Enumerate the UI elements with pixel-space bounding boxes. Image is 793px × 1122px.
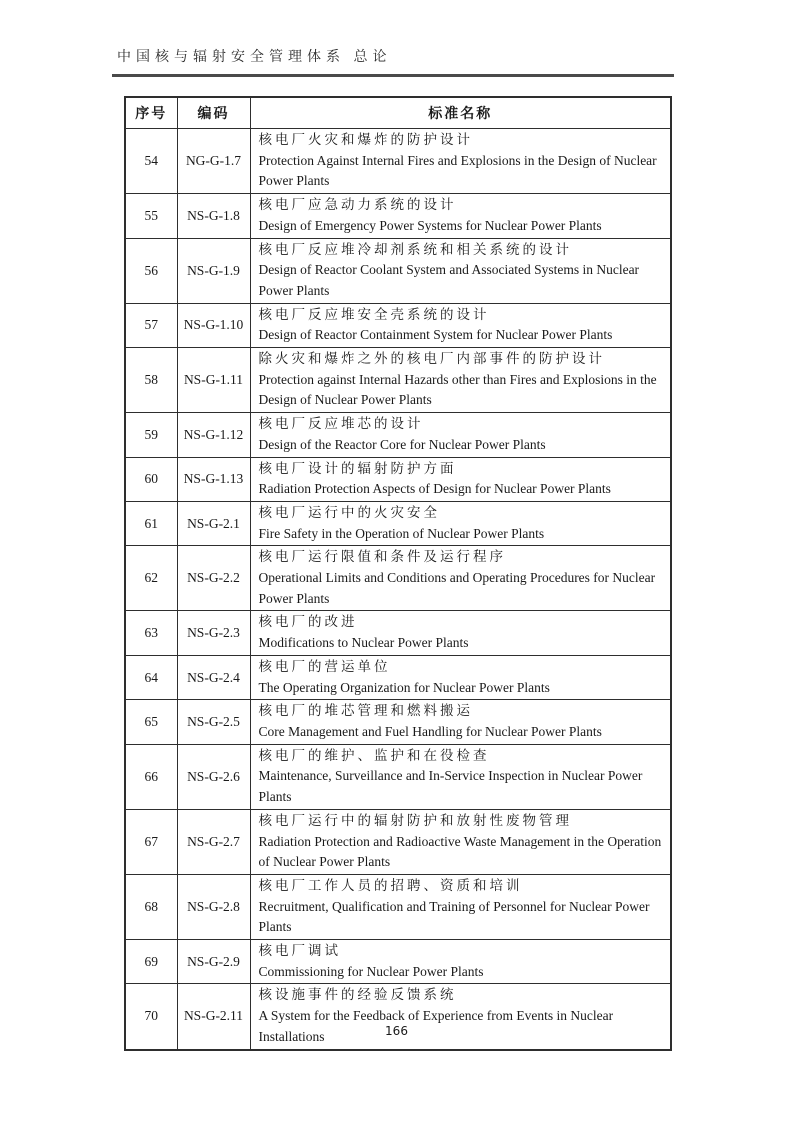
row-serial-number: 61: [125, 501, 177, 545]
row-serial-number: 62: [125, 546, 177, 611]
standard-name-chinese: 核电厂运行限值和条件及运行程序: [258, 549, 506, 565]
row-standard-name-cell: [250, 940, 671, 984]
standard-name-english: A System for the Feedback of Experience from Events in Nuclear Installations: [258, 1008, 614, 1044]
row-code: NS-G-1.10: [177, 303, 250, 347]
standard-name-chinese: 除火灾和爆炸之外的核电厂内部事件的防护设计: [258, 351, 605, 367]
row-serial-number: 55: [125, 194, 177, 238]
row-serial-number: 70: [125, 984, 177, 1050]
row-code: NS-G-2.9: [177, 940, 250, 984]
column-header-standard-name: 标准名称: [250, 97, 671, 129]
standard-name-english: Core Management and Fuel Handling for Nuclear Power Plants: [258, 723, 602, 739]
row-standard-name-cell: [250, 809, 671, 874]
standard-name-chinese: 核电厂运行中的辐射防护和放射性废物管理: [258, 812, 572, 828]
row-code: NS-G-2.1: [177, 501, 250, 545]
standard-name-chinese: 核电厂应急动力系统的设计: [258, 197, 457, 213]
row-code: NS-G-2.7: [177, 809, 250, 874]
row-serial-number: 63: [125, 611, 177, 655]
standard-name-english: Recruitment, Qualification and Training of Personnel for Nuclear Power Plants: [258, 898, 650, 935]
standard-name-english: Protection Against Internal Fires and Explosions in the Design of Nuclear Power Plants: [258, 152, 657, 189]
table-row: [125, 457, 671, 501]
row-code: NS-G-2.2: [177, 546, 250, 611]
row-standard-name-cell: [250, 413, 671, 457]
standard-name-english: Radiation Protection Aspects of Design for Nuclear Power Plants: [258, 481, 611, 497]
standard-name-english: Design of Emergency Power Systems for Nuclear Power Plants: [258, 217, 602, 233]
row-code: NS-G-2.5: [177, 700, 250, 744]
row-standard-name-cell: [250, 611, 671, 655]
table-row: [125, 501, 671, 545]
standard-name-chinese: 核电厂设计的辐射防护方面: [258, 460, 457, 476]
standard-name-chinese: 核电厂反应堆芯的设计: [258, 416, 424, 432]
standard-name-english: Modifications to Nuclear Power Plants: [258, 635, 469, 651]
standard-name-english: Fire Safety in the Operation of Nuclear Power Plants: [258, 525, 545, 541]
row-code: NS-G-2.11: [177, 984, 250, 1050]
row-standard-name-cell: [250, 129, 671, 194]
row-standard-name-cell: [250, 238, 671, 303]
row-serial-number: 58: [125, 348, 177, 413]
table-row: [125, 238, 671, 303]
standard-name-chinese: 核设施事件的经验反馈系统: [258, 987, 457, 1003]
table-row: [125, 348, 671, 413]
standard-name-chinese: 核电厂调试: [258, 943, 341, 959]
row-serial-number: 68: [125, 874, 177, 939]
column-header-serial-number: 序号: [125, 97, 177, 129]
row-standard-name-cell: [250, 874, 671, 939]
row-serial-number: 54: [125, 129, 177, 194]
row-standard-name-cell: [250, 700, 671, 744]
standard-name-english: Design of Reactor Coolant System and Associated Systems in Nuclear Power Plants: [258, 262, 640, 298]
standard-name-english: Maintenance, Surveillance and In-Service Inspection in Nuclear Power Plants: [258, 768, 643, 805]
table-row: [125, 611, 671, 655]
row-serial-number: 64: [125, 655, 177, 699]
column-header-code: 编码: [177, 97, 250, 129]
standard-name-chinese: 核电厂的改进: [258, 614, 358, 630]
row-code: NS-G-2.8: [177, 874, 250, 939]
row-code: NS-G-1.13: [177, 457, 250, 501]
row-standard-name-cell: [250, 348, 671, 413]
standard-name-chinese: 核电厂火灾和爆炸的防护设计: [258, 132, 473, 147]
row-serial-number: 56: [125, 238, 177, 303]
standard-name-english: Design of Reactor Containment System for Nuclear Power Plants: [258, 327, 613, 343]
table-row: [125, 655, 671, 699]
table-row: [125, 874, 671, 939]
row-code: NS-G-2.4: [177, 655, 250, 699]
row-serial-number: 57: [125, 303, 177, 347]
row-code: NS-G-1.8: [177, 194, 250, 238]
standard-name-english: The Operating Organization for Nuclear Power Plants: [258, 679, 550, 695]
standard-name-english: Radiation Protection and Radioactive Waste Management in the Operation of Nuclear Power Plants: [258, 833, 662, 870]
table-row: [125, 413, 671, 457]
standard-name-english: Commissioning for Nuclear Power Plants: [258, 963, 484, 979]
standard-name-chinese: 核电厂运行中的火灾安全: [258, 504, 440, 520]
running-header-title: 中国核与辐射安全管理体系 总论: [117, 50, 392, 65]
standard-name-chinese: 核电厂反应堆安全壳系统的设计: [258, 306, 490, 322]
table-row: [125, 700, 671, 744]
row-standard-name-cell: [250, 194, 671, 238]
standard-name-english: Protection against Internal Hazards other than Fires and Explosions in the Design of Nuclear Power Plants: [258, 371, 657, 408]
table-row: [125, 744, 671, 809]
standard-name-english: Design of the Reactor Core for Nuclear Power Plants: [258, 436, 546, 452]
row-standard-name-cell: [250, 303, 671, 347]
row-serial-number: 65: [125, 700, 177, 744]
row-standard-name-cell: [250, 655, 671, 699]
standard-name-chinese: 核电厂反应堆冷却剂系统和相关系统的设计: [258, 241, 572, 257]
row-code: NG-G-1.7: [177, 129, 250, 194]
table-row: [125, 984, 671, 1050]
standard-name-chinese: 核电厂的维护、监护和在役检查: [258, 747, 490, 763]
table-row: [125, 303, 671, 347]
table-row: [125, 809, 671, 874]
table-row: [125, 129, 671, 194]
header-rule: [112, 74, 674, 77]
table-row: [125, 194, 671, 238]
standard-name-chinese: 核电厂的堆芯管理和燃料搬运: [258, 703, 473, 719]
standards-table: [124, 96, 672, 1051]
row-serial-number: 69: [125, 940, 177, 984]
row-code: NS-G-2.6: [177, 744, 250, 809]
table-header-row: [125, 97, 671, 129]
row-standard-name-cell: [250, 546, 671, 611]
row-serial-number: 66: [125, 744, 177, 809]
row-serial-number: 67: [125, 809, 177, 874]
page-number: 166: [385, 1024, 408, 1038]
row-serial-number: 60: [125, 457, 177, 501]
row-standard-name-cell: [250, 501, 671, 545]
table-row: [125, 940, 671, 984]
standard-name-english: Operational Limits and Conditions and Operating Procedures for Nuclear Power Plants: [258, 570, 656, 606]
row-code: NS-G-1.12: [177, 413, 250, 457]
row-code: NS-G-1.11: [177, 348, 250, 413]
row-code: NS-G-1.9: [177, 238, 250, 303]
row-serial-number: 59: [125, 413, 177, 457]
table-row: [125, 546, 671, 611]
standard-name-chinese: 核电厂的营运单位: [258, 658, 391, 674]
row-standard-name-cell: [250, 744, 671, 809]
standard-name-chinese: 核电厂工作人员的招聘、资质和培训: [258, 877, 523, 893]
row-standard-name-cell: [250, 457, 671, 501]
row-code: NS-G-2.3: [177, 611, 250, 655]
row-standard-name-cell: [250, 984, 671, 1050]
